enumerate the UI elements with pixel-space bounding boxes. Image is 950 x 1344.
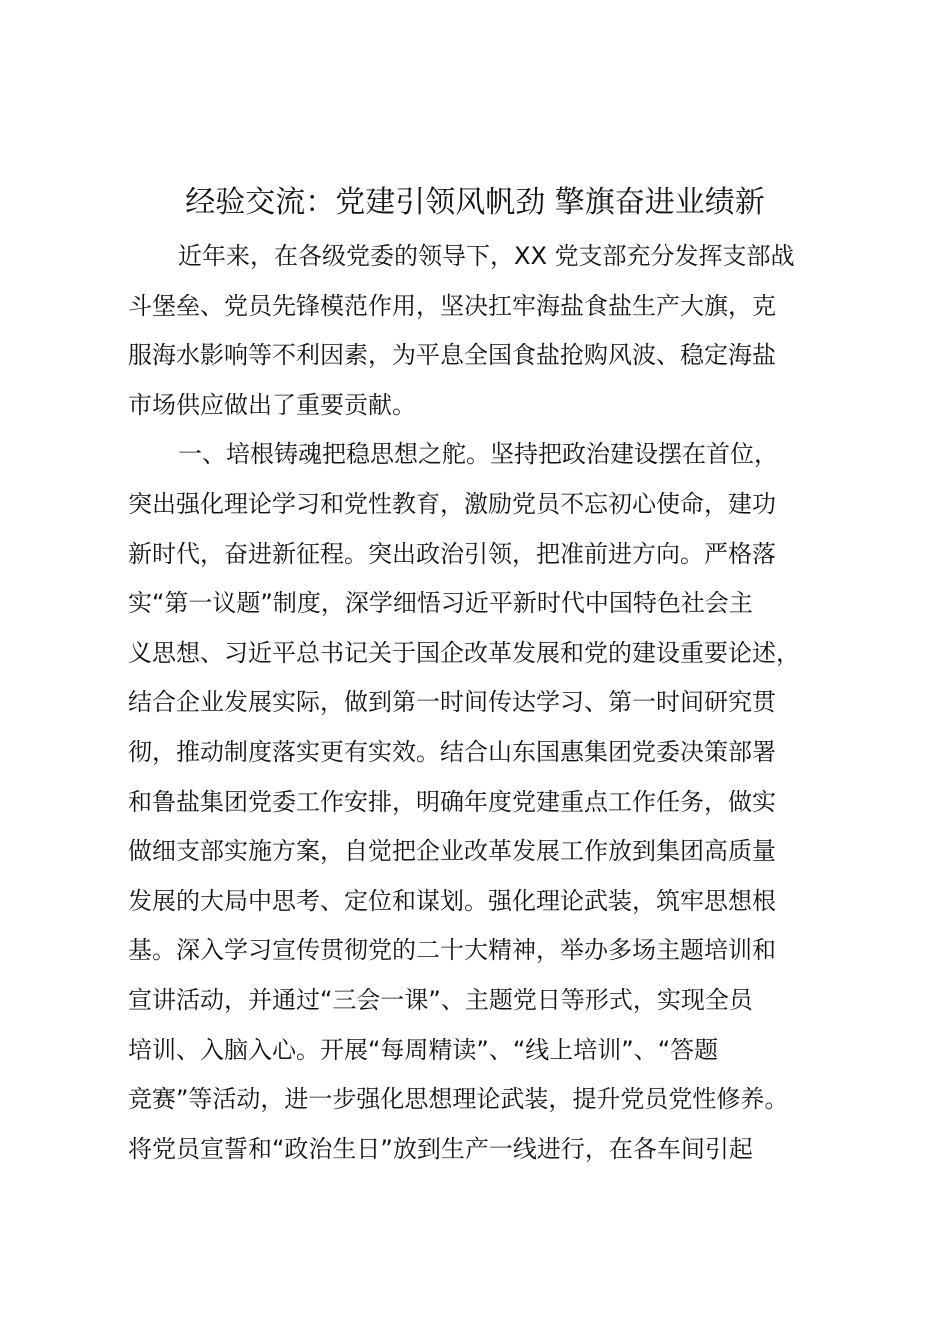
paragraph-2-line-5: 义思想、习近平总书记关于国企改革发展和党的建设重要论述，: [128, 638, 800, 667]
paragraph-2-line-11: 基。深入学习宣传贯彻党的二十大精神，举办多场主题培训和: [128, 936, 776, 965]
paragraph-2-line-9: 做细支部实施方案，自觉把企业改革发展工作放到集团高质量: [128, 837, 776, 866]
paragraph-2-line-14: 竞赛”等活动，进一步强化思想理论武装，提升党员党性修养。: [128, 1085, 789, 1114]
paragraph-2-line-12: 宣讲活动，并通过“三会一课”、主题党日等形式，实现全员: [128, 985, 753, 1014]
paragraph-2-line-6: 结合企业发展实际，做到第一时间传达学习、第一时间研究贯: [128, 688, 776, 717]
paragraph-2-line-13: 培训、入脑入心。开展“每周精读”、“线上培训”、“答题: [128, 1035, 719, 1064]
paragraph-1-line-1: 近年来，在各级党委的领导下，XX 党支部充分发挥支部战: [178, 242, 795, 270]
paragraph-2-line-4: 实“第一议题”制度，深学细悟习近平新时代中国特色社会主: [128, 589, 753, 618]
paragraph-2-line-7: 彻，推动制度落实更有实效。结合山东国惠集团党委决策部署: [128, 737, 776, 766]
paragraph-2-line-1: 一、培根铸魂把稳思想之舵。坚持把政治建设摆在首位，: [178, 440, 778, 469]
document-title: 经验交流：党建引领风帆劲 擎旗奋进业绩新: [185, 185, 765, 220]
document-body: [128, 232, 838, 1174]
paragraph-1-line-3: 服海水影响等不利因素，为平息全国食盐抢购风波、稳定海盐: [128, 341, 776, 370]
paragraph-2-line-15: 将党员宣誓和“政治生日”放到生产一线进行，在各车间引起: [128, 1134, 753, 1163]
paragraph-2-line-10: 发展的大局中思考、定位和谋划。强化理论武装，筑牢思想根: [128, 886, 776, 915]
paragraph-2-line-3: 新时代，奋进新征程。突出政治引领，把准前进方向。严格落: [128, 539, 776, 568]
paragraph-1-line-2: 斗堡垒、党员先锋模范作用，坚决扛牢海盐食盐生产大旗，克: [128, 291, 776, 320]
paragraph-2-line-2: 突出强化理论学习和党性教育，激励党员不忘初心使命，建功: [128, 489, 776, 518]
paragraph-2-line-8: 和鲁盐集团党委工作安排，明确年度党建重点工作任务，做实: [128, 787, 776, 816]
paragraph-1-line-4: 市场供应做出了重要贡献。: [128, 390, 416, 419]
